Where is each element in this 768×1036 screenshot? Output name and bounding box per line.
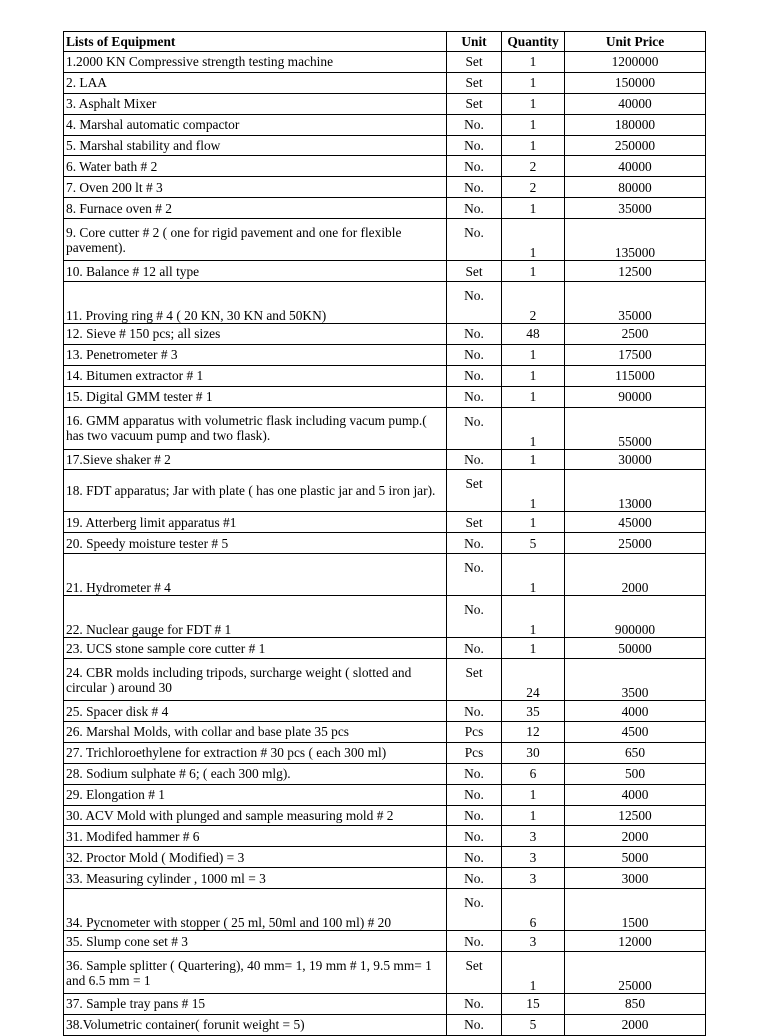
unit-price-cell: 4500: [565, 722, 706, 743]
unit-cell: No.: [447, 847, 502, 868]
unit-cell: No.: [447, 156, 502, 177]
quantity-cell: 1: [502, 261, 565, 282]
table-row: [64, 93, 706, 114]
quantity-cell: 3: [502, 826, 565, 847]
unit-price-cell: 12500: [565, 805, 706, 826]
unit-price-cell: 1200000: [565, 52, 706, 73]
equipment-name-cell: 12. Sieve # 150 pcs; all sizes: [64, 324, 447, 345]
unit-price-cell: 650: [565, 742, 706, 763]
table-row: [64, 219, 706, 261]
table-row: [64, 533, 706, 554]
table-row: [64, 826, 706, 847]
unit-cell: Pcs: [447, 722, 502, 743]
unit-cell: No.: [447, 449, 502, 470]
unit-price-cell: 3000: [565, 868, 706, 889]
unit-cell: No.: [447, 533, 502, 554]
unit-price-cell: 90000: [565, 386, 706, 407]
equipment-name-cell: 18. FDT apparatus; Jar with plate ( has one plastic jar and 5 iron jar).: [64, 470, 447, 512]
header-equipment: Lists of Equipment: [64, 32, 447, 52]
quantity-cell: 1: [502, 784, 565, 805]
quantity-cell: 1: [502, 407, 565, 449]
table-row: [64, 1014, 706, 1035]
equipment-name-cell: 15. Digital GMM tester # 1: [64, 386, 447, 407]
unit-cell: Set: [447, 512, 502, 533]
unit-cell: No.: [447, 1014, 502, 1035]
equipment-name-cell: 14. Bitumen extractor # 1: [64, 365, 447, 386]
equipment-name-cell: 1.2000 KN Compressive strength testing machine: [64, 52, 447, 73]
unit-price-cell: 2000: [565, 826, 706, 847]
quantity-cell: 6: [502, 763, 565, 784]
unit-price-cell: 4000: [565, 784, 706, 805]
table-row: [64, 701, 706, 722]
unit-cell: No.: [447, 994, 502, 1015]
table-row: [64, 156, 706, 177]
unit-cell: Set: [447, 52, 502, 73]
unit-cell: Set: [447, 93, 502, 114]
unit-price-cell: 2000: [565, 554, 706, 596]
unit-cell: Set: [447, 952, 502, 994]
equipment-name-cell: 19. Atterberg limit apparatus #1: [64, 512, 447, 533]
equipment-name-cell: 28. Sodium sulphate # 6; ( each 300 mlg).: [64, 763, 447, 784]
unit-price-cell: 115000: [565, 365, 706, 386]
quantity-cell: 12: [502, 722, 565, 743]
unit-price-cell: 40000: [565, 93, 706, 114]
quantity-cell: 1: [502, 386, 565, 407]
unit-cell: No.: [447, 282, 502, 324]
unit-price-cell: 45000: [565, 512, 706, 533]
equipment-name-cell: 9. Core cutter # 2 ( one for rigid pavement and one for flexible pavement).: [64, 219, 447, 261]
table-row: [64, 659, 706, 701]
unit-price-cell: 25000: [565, 952, 706, 994]
table-row: [64, 72, 706, 93]
quantity-cell: 1: [502, 114, 565, 135]
unit-cell: No.: [447, 198, 502, 219]
quantity-cell: 1: [502, 449, 565, 470]
unit-price-cell: 35000: [565, 282, 706, 324]
quantity-cell: 1: [502, 805, 565, 826]
unit-price-cell: 250000: [565, 135, 706, 156]
quantity-cell: 5: [502, 533, 565, 554]
quantity-cell: 35: [502, 701, 565, 722]
equipment-name-cell: 7. Oven 200 lt # 3: [64, 177, 447, 198]
unit-cell: No.: [447, 219, 502, 261]
unit-price-cell: 850: [565, 994, 706, 1015]
equipment-name-cell: 24. CBR molds including tripods, surcharge weight ( slotted and circular ) around 30: [64, 659, 447, 701]
quantity-cell: 1: [502, 638, 565, 659]
equipment-name-cell: 8. Furnace oven # 2: [64, 198, 447, 219]
quantity-cell: 1: [502, 135, 565, 156]
unit-cell: No.: [447, 365, 502, 386]
equipment-name-cell: 11. Proving ring # 4 ( 20 KN, 30 KN and 50KN): [64, 282, 447, 324]
table-row: [64, 763, 706, 784]
unit-cell: No.: [447, 805, 502, 826]
quantity-cell: 1: [502, 198, 565, 219]
quantity-cell: 1: [502, 219, 565, 261]
unit-cell: Set: [447, 72, 502, 93]
unit-cell: No.: [447, 135, 502, 156]
unit-cell: Pcs: [447, 742, 502, 763]
unit-price-cell: 2500: [565, 324, 706, 345]
quantity-cell: 2: [502, 282, 565, 324]
equipment-name-cell: 4. Marshal automatic compactor: [64, 114, 447, 135]
equipment-name-cell: 2. LAA: [64, 72, 447, 93]
table-row: [64, 386, 706, 407]
equipment-name-cell: 27. Trichloroethylene for extraction # 30 pcs ( each 300 ml): [64, 742, 447, 763]
quantity-cell: 1: [502, 470, 565, 512]
table-row: [64, 344, 706, 365]
table-row: [64, 931, 706, 952]
table-row: [64, 135, 706, 156]
table-row: [64, 512, 706, 533]
equipment-name-cell: 35. Slump cone set # 3: [64, 931, 447, 952]
equipment-name-cell: 21. Hydrometer # 4: [64, 554, 447, 596]
equipment-name-cell: 34. Pycnometer with stopper ( 25 ml, 50ml and 100 ml) # 20: [64, 889, 447, 931]
table-row: [64, 449, 706, 470]
table-row: [64, 596, 706, 638]
unit-cell: No.: [447, 889, 502, 931]
table-body: [64, 52, 706, 1036]
quantity-cell: 3: [502, 847, 565, 868]
quantity-cell: 1: [502, 52, 565, 73]
unit-price-cell: 135000: [565, 219, 706, 261]
equipment-name-cell: 25. Spacer disk # 4: [64, 701, 447, 722]
unit-price-cell: 13000: [565, 470, 706, 512]
table-row: [64, 554, 706, 596]
quantity-cell: 48: [502, 324, 565, 345]
unit-price-cell: 2000: [565, 1014, 706, 1035]
table-row: [64, 742, 706, 763]
unit-cell: No.: [447, 638, 502, 659]
equipment-name-cell: 13. Penetrometer # 3: [64, 344, 447, 365]
table-row: [64, 52, 706, 73]
equipment-name-cell: 20. Speedy moisture tester # 5: [64, 533, 447, 554]
equipment-name-cell: 6. Water bath # 2: [64, 156, 447, 177]
header-quantity: Quantity: [502, 32, 565, 52]
quantity-cell: 5: [502, 1014, 565, 1035]
equipment-name-cell: 16. GMM apparatus with volumetric flask including vacum pump.( has two vacuum pump and two flask).: [64, 407, 447, 449]
unit-price-cell: 180000: [565, 114, 706, 135]
quantity-cell: 1: [502, 554, 565, 596]
equipment-name-cell: 36. Sample splitter ( Quartering), 40 mm= 1, 19 mm # 1, 9.5 mm= 1 and 6.5 mm = 1: [64, 952, 447, 994]
table-row: [64, 889, 706, 931]
quantity-cell: 2: [502, 156, 565, 177]
unit-price-cell: 80000: [565, 177, 706, 198]
equipment-name-cell: 26. Marshal Molds, with collar and base plate 35 pcs: [64, 722, 447, 743]
unit-cell: No.: [447, 763, 502, 784]
table-row: [64, 114, 706, 135]
equipment-name-cell: 3. Asphalt Mixer: [64, 93, 447, 114]
quantity-cell: 24: [502, 659, 565, 701]
table-row: [64, 638, 706, 659]
unit-cell: No.: [447, 826, 502, 847]
equipment-name-cell: 5. Marshal stability and flow: [64, 135, 447, 156]
equipment-name-cell: 22. Nuclear gauge for FDT # 1: [64, 596, 447, 638]
quantity-cell: 1: [502, 93, 565, 114]
table-row: [64, 177, 706, 198]
table-row: [64, 784, 706, 805]
quantity-cell: 1: [502, 512, 565, 533]
table-row: [64, 365, 706, 386]
table-row: [64, 261, 706, 282]
unit-cell: No.: [447, 868, 502, 889]
unit-price-cell: 12000: [565, 931, 706, 952]
unit-price-cell: 17500: [565, 344, 706, 365]
unit-price-cell: 55000: [565, 407, 706, 449]
equipment-name-cell: 31. Modifed hammer # 6: [64, 826, 447, 847]
equipment-table: [63, 31, 706, 1036]
quantity-cell: 6: [502, 889, 565, 931]
quantity-cell: 3: [502, 868, 565, 889]
unit-cell: No.: [447, 344, 502, 365]
header-unit: Unit: [447, 32, 502, 52]
table-row: [64, 722, 706, 743]
header-unit-price: Unit Price: [565, 32, 706, 52]
unit-cell: No.: [447, 784, 502, 805]
unit-price-cell: 40000: [565, 156, 706, 177]
quantity-cell: 30: [502, 742, 565, 763]
table-row: [64, 407, 706, 449]
unit-cell: No.: [447, 114, 502, 135]
table-row: [64, 868, 706, 889]
equipment-name-cell: 23. UCS stone sample core cutter # 1: [64, 638, 447, 659]
quantity-cell: 1: [502, 596, 565, 638]
unit-price-cell: 30000: [565, 449, 706, 470]
quantity-cell: 2: [502, 177, 565, 198]
table-row: [64, 324, 706, 345]
quantity-cell: 1: [502, 365, 565, 386]
unit-cell: Set: [447, 659, 502, 701]
unit-cell: No.: [447, 554, 502, 596]
equipment-name-cell: 33. Measuring cylinder , 1000 ml = 3: [64, 868, 447, 889]
unit-cell: No.: [447, 386, 502, 407]
unit-cell: No.: [447, 407, 502, 449]
equipment-name-cell: 38.Volumetric container( forunit weight = 5): [64, 1014, 447, 1035]
unit-cell: Set: [447, 261, 502, 282]
unit-price-cell: 50000: [565, 638, 706, 659]
unit-price-cell: 150000: [565, 72, 706, 93]
table-row: [64, 952, 706, 994]
quantity-cell: 1: [502, 952, 565, 994]
quantity-cell: 15: [502, 994, 565, 1015]
header-row: [64, 32, 706, 52]
equipment-name-cell: 29. Elongation # 1: [64, 784, 447, 805]
unit-price-cell: 5000: [565, 847, 706, 868]
unit-price-cell: 3500: [565, 659, 706, 701]
unit-cell: No.: [447, 177, 502, 198]
equipment-name-cell: 10. Balance # 12 all type: [64, 261, 447, 282]
equipment-name-cell: 32. Proctor Mold ( Modified) = 3: [64, 847, 447, 868]
quantity-cell: 3: [502, 931, 565, 952]
unit-cell: Set: [447, 470, 502, 512]
table-row: [64, 282, 706, 324]
table-row: [64, 198, 706, 219]
equipment-name-cell: 37. Sample tray pans # 15: [64, 994, 447, 1015]
unit-cell: No.: [447, 701, 502, 722]
table-row: [64, 470, 706, 512]
table-row: [64, 994, 706, 1015]
unit-price-cell: 12500: [565, 261, 706, 282]
equipment-name-cell: 17.Sieve shaker # 2: [64, 449, 447, 470]
equipment-name-cell: 30. ACV Mold with plunged and sample measuring mold # 2: [64, 805, 447, 826]
unit-price-cell: 35000: [565, 198, 706, 219]
unit-price-cell: 25000: [565, 533, 706, 554]
unit-price-cell: 1500: [565, 889, 706, 931]
quantity-cell: 1: [502, 72, 565, 93]
unit-price-cell: 4000: [565, 701, 706, 722]
table-row: [64, 847, 706, 868]
quantity-cell: 1: [502, 344, 565, 365]
unit-price-cell: 500: [565, 763, 706, 784]
unit-cell: No.: [447, 324, 502, 345]
unit-cell: No.: [447, 931, 502, 952]
unit-cell: No.: [447, 596, 502, 638]
unit-price-cell: 900000: [565, 596, 706, 638]
table-row: [64, 805, 706, 826]
